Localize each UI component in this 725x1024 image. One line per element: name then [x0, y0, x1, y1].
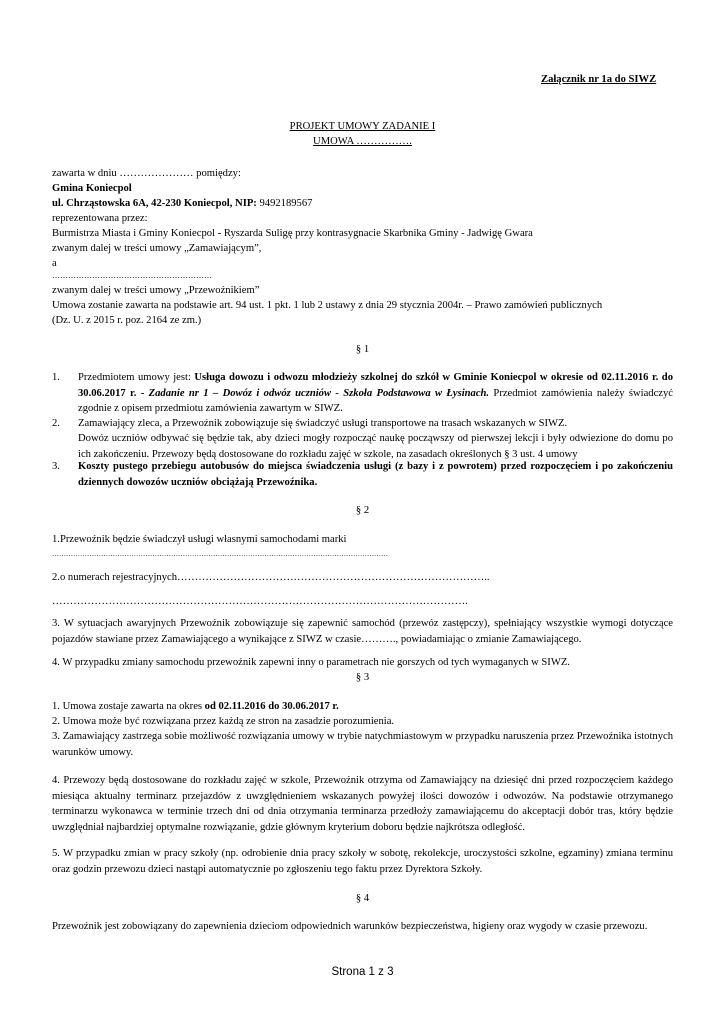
s2-item-2: 2.o numerach rejestracyjnych…………………………………………………………………………….. [52, 572, 490, 583]
s3-item-3: 3. Zamawiający zastrzega sobie możliwość rozwiązania umowy w trybie natychmiastowym w przypadku naruszenia przez Przewoźnika istotnych warunków umowy. [52, 731, 673, 758]
s1-item-1 [78, 370, 673, 417]
representatives: Burmistrza Miasta i Gminy Koniecpol - Ryszarda Suligę przy kontrasygnacie Skarbnika Gminy - Jadwigę Gwara [52, 228, 533, 239]
s1-item-1-rest: Przedmiot zamówienia należy świadczyć zgodnie z opisem przedmiotu zamówienia zawartym w SIWZ. [78, 387, 673, 414]
s3-item-1 [52, 699, 339, 714]
page-number: Strona 1 z 3 [331, 966, 394, 978]
and-text: a [52, 258, 57, 269]
s1-item-1-intro: Przedmiotem umowy jest: [78, 372, 195, 383]
s4-item-1: Przewoźnik jest zobowiązany do zapewnienia dzieciom odpowiednich warunków bezpieczeństwa, higieny oraz wygody w czasie przewozu. [52, 921, 648, 932]
section-2-heading: § 2 [355, 505, 370, 516]
org-address-line [52, 196, 312, 211]
legal-basis-line1: Umowa zostanie zawarta na podstawie art. 94 ust. 1 pkt. 1 lub 2 ustawy z dnia 29 stycznia 2004r. – Prawo zamówień publicznych [52, 300, 603, 311]
s1-item-3-number: 3. [52, 461, 60, 472]
org-name: Gmina Koniecpol [52, 183, 132, 194]
s2-item-1-blank: ……………………………………………………………………………………………………………………………… [52, 550, 388, 558]
represented-by: reprezentowana przez: [52, 213, 148, 224]
s1-item-2: Zamawiający zleca, a Przewoźnik zobowiązuje się świadczyć usługi transportowe na trasach wskazanych w SIWZ. [78, 418, 568, 429]
org-address: ul. Chrząstowska 6A, 42-230 Koniecpol, NIP: [52, 198, 257, 209]
blank-party: …………………………………………………… [52, 271, 212, 280]
s2-item-2-blank: ………………………………………………………………………………………………………. [52, 596, 468, 607]
s1-item-1-number: 1. [52, 372, 60, 383]
s2-item-3: 3. W sytuacjach awaryjnych Przewoźnik zobowiązuje się zapewnić samochód (przewóz zastępczy), spełniający wszystkie wymogi dotyczące pojazdów stawiane przez Zamawiającego a wynikające z SIWZ w czasie………., powiadamiając o zmianie Zamawiającego. [52, 618, 673, 645]
legal-basis-line2: (Dz. U. z 2015 r. poz. 2164 ze zm.) [52, 315, 202, 326]
section-4-heading: § 4 [355, 893, 370, 904]
s1-item-3: Koszty pustego przebiegu autobusów do miejsca świadczenia usługi (z bazy i z powrotem) przed rozpoczęciem i po zakończeniu dziennych dowozów uczniów obciążają Przewoźnika. [78, 461, 673, 488]
called-ordering: zwanym dalej w treści umowy „Zamawiającym”, [52, 243, 262, 254]
s3-item-4: 4. Przewozy będą dostosowane do rozkładu zajęć w szkole, Przewoźnik otrzyma od Zamawiający na dziesięć dni przed rozpoczęciem każdego miesiąca aktualny terminarz przejazdów z uwzględnieniem wskazanych powyżej ilości dowozów i odwozów. Na podstawie otrzymanego terminarzu wykonawca w terminie trzech dni od dnia otrzymania terminarza przedłoży zamawiającemu do akceptacji dobór tras, który będzie uwzględniał najbardziej optymalne rozwiązanie, gdzie głównym kryterium doboru będzie najkrótsza odległość. [52, 775, 673, 833]
attachment-label: Załącznik nr 1a do SIWZ [541, 74, 657, 85]
s1-item-1-service: Usługa dowozu i odwozu młodzieży szkolnej do szkół w Gminie Koniecpol w okresie od 02.11.2016 r. do 30.06.2017 r. - [78, 372, 673, 399]
s1-item-1-task: Zadanie nr 1 – Dowóz i odwóz uczniów - Szkoła Podstawowa w Łysinach. [148, 387, 490, 399]
document-title: PROJEKT UMOWY ZADANIE I [289, 121, 436, 132]
org-nip: 9492189567 [256, 198, 313, 209]
date-line: zawarta w dniu ………………… pomiędzy: [52, 168, 241, 179]
s1-item-2-continuation: Dowóz uczniów odbywać się będzie tak, aby dzieci mogły rozpocząć naukę począwszy od pierwszej lekcji i były odwiezione do domu po ich zakończeniu. Przewozy będą dostosowane do rozkładu zajęć w szkole, na zasadach określonych § 3 ust. 4 umowy [78, 433, 673, 460]
s3-item-1-period: od 02.11.2016 do 30.06.2017 r. [204, 701, 339, 712]
s3-item-2: 2. Umowa może być rozwiązana przez każdą ze stron na zasadzie porozumienia. [52, 716, 395, 727]
contract-number: UMOWA ……………. [313, 136, 412, 147]
s2-item-1: 1.Przewoźnik będzie świadczył usługi własnymi samochodami marki [52, 534, 347, 545]
section-3-heading: § 3 [355, 672, 370, 683]
called-carrier: zwanym dalej w treści umowy „Przewoźnikiem” [52, 285, 260, 296]
s2-item-4: 4. W przypadku zmiany samochodu przewoźnik zapewni inny o parametrach nie gorszych od tych wymaganych w SIWZ. [52, 657, 570, 668]
s3-item-5: 5. W przypadku zmian w pracy szkoły (np. odrobienie dnia pracy szkoły w sobotę, rekolekcje, uroczystości szkolne, egzaminy) zmiana terminu oraz godzin przewozu dzieci nastąpi automatycznie po zgłoszeniu tego faktu przez Dyrektora Szkoły. [52, 848, 673, 875]
s1-item-2-number: 2. [52, 418, 60, 429]
s3-item-1-text: 1. Umowa zostaje zawarta na okres [52, 701, 205, 712]
section-1-heading: § 1 [355, 344, 370, 355]
